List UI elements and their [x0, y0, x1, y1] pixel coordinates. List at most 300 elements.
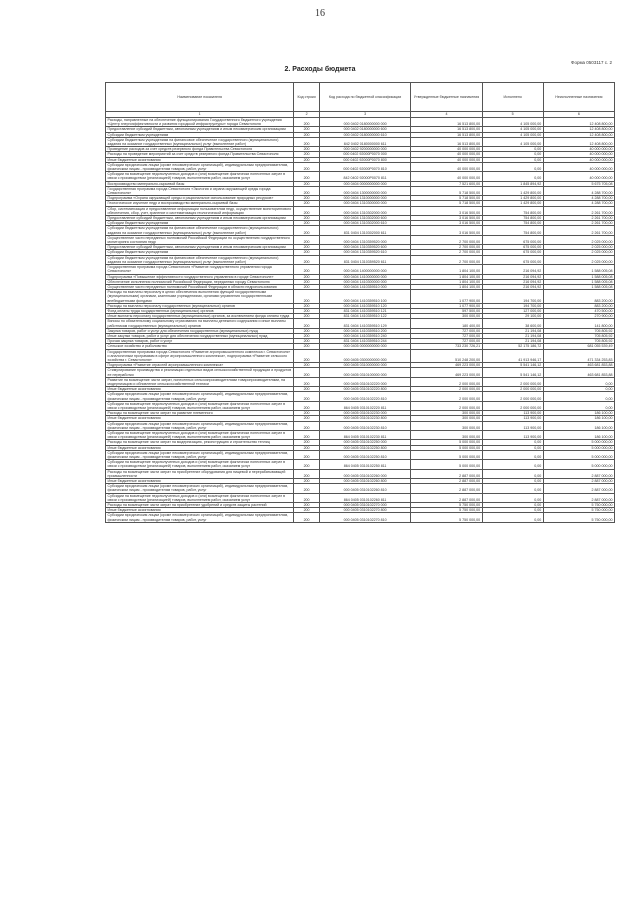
row-line-code: 200 — [294, 484, 319, 493]
row-unexecuted-amount: 4 288 700,00 — [543, 186, 614, 195]
row-approved-amount: 1 804 100,00 — [411, 279, 482, 284]
row-approved-amount: 2 000 000,00 — [411, 392, 482, 401]
row-line-code: 200 — [294, 290, 319, 304]
row-expense-code: 864 0405 0310102250 811 — [319, 460, 411, 469]
table-row — [106, 303, 615, 308]
table-row — [106, 440, 615, 445]
table-row — [106, 127, 615, 132]
row-unexecuted-amount: 186 100,00 — [543, 431, 614, 440]
row-approved-amount: 1 077 900,00 — [411, 303, 482, 308]
table-row — [106, 172, 615, 181]
row-approved-amount: 2 887 000,00 — [411, 484, 482, 493]
row-line-code: 200 — [294, 157, 319, 162]
header-approved-appropriations: Утвержденные бюджетные назначения — [411, 83, 482, 112]
table-row — [106, 368, 615, 377]
row-unexecuted-amount: 463 681 853,88 — [543, 368, 614, 377]
row-approved-amount: 5 000 000,00 — [411, 445, 482, 450]
row-unexecuted-amount: 1 588 005,08 — [543, 279, 614, 284]
row-line-code: 200 — [294, 513, 319, 522]
row-expense-code: 000 0404 1310359520 600 — [319, 245, 411, 250]
table-row — [106, 377, 615, 386]
table-row — [106, 284, 615, 289]
row-executed-amount: 194 700,00 — [482, 290, 543, 304]
row-line-code: 200 — [294, 226, 319, 235]
row-expense-code: 000 0404 1410359510 120 — [319, 303, 411, 308]
row-expense-code: 864 0405 0310102220 811 — [319, 401, 411, 410]
row-line-code: 200 — [294, 479, 319, 484]
row-unexecuted-amount: 270 900,00 — [543, 314, 614, 319]
row-approved-amount: 5 750 000,00 — [411, 513, 482, 522]
row-unexecuted-amount: 5 000 000,00 — [543, 450, 614, 459]
column-number: 3 — [319, 112, 411, 118]
row-approved-amount: 733 230 726,21 — [411, 344, 482, 349]
row-indicator-name: Субсидии на возмещение недополученных доходов и (или) возмещение фактически понесенных затрат в связи с производством (реализацией) товаров, выполнением работ, оказанием услуг — [106, 460, 294, 469]
row-executed-amount: 216 094,92 — [482, 265, 543, 274]
row-unexecuted-amount: 4 288 700,00 — [543, 201, 614, 206]
row-approved-amount: 1 804 100,00 — [411, 265, 482, 274]
header-line-code: Код строки — [294, 83, 319, 112]
table-row — [106, 484, 615, 493]
row-expense-code: 831 0404 1410359510 244 — [319, 339, 411, 344]
row-executed-amount: 5 541 146,12 — [482, 368, 543, 377]
table-row — [106, 181, 615, 186]
row-expense-code: 000 0405 0310102260 000 — [319, 469, 411, 478]
row-expense-code: 000 0404 1410359510 100 — [319, 290, 411, 304]
row-indicator-name: Субсидии юридическим лицам (кроме некоммерческих организаций), индивидуальным предпринимателям, физическим лицам - производителям товаров, работ, услуг — [106, 392, 294, 401]
row-indicator-name: Субсидии на возмещение недополученных доходов и (или) возмещение фактически понесенных затрат в связи с производством (реализацией) товаров, выполнением работ, оказанием услуг — [106, 172, 294, 181]
row-indicator-name: Воспроизводство минерально-сырьевой базы — [106, 181, 294, 186]
row-executed-amount: 675 000,00 — [482, 235, 543, 244]
row-unexecuted-amount: 5 675 705,08 — [543, 181, 614, 186]
row-indicator-name: Взносы по обязательному социальному страхованию на выплаты денежного содержания и иные выплаты работникам государственных (муниципальных) органов — [106, 319, 294, 328]
row-expense-code: 000 0402 0180000000 610 — [319, 132, 411, 137]
row-expense-code: 000 0404 1310302000 600 — [319, 216, 411, 221]
row-executed-amount: 0,00 — [482, 445, 543, 450]
header-executed: Исполнено — [482, 83, 543, 112]
row-expense-code: 000 0405 0310102250 800 — [319, 445, 411, 450]
row-unexecuted-amount: 471 334 253,83 — [543, 349, 614, 363]
table-row — [106, 513, 615, 522]
row-approved-amount: 727 000,00 — [411, 328, 482, 333]
row-approved-amount: 3 016 500,00 — [411, 226, 482, 235]
row-expense-code: 000 0405 0310102230 800 — [319, 416, 411, 421]
row-indicator-name: Субсидии юридическим лицам (кроме некоммерческих организаций), индивидуальным предпринимателям, физическим лицам - производителям товаров, работ, услуг — [106, 421, 294, 430]
row-approved-amount: 16 513 800,00 — [411, 132, 482, 137]
table-row — [106, 349, 615, 363]
row-approved-amount: 2 000 000,00 — [411, 377, 482, 386]
table-row — [106, 279, 615, 284]
table-row — [106, 137, 615, 146]
row-line-code: 200 — [294, 308, 319, 313]
row-expense-code: 000 0402 92000Р0070 000 — [319, 152, 411, 157]
table-row — [106, 401, 615, 410]
row-expense-code: 000 0402 92000Р0070 800 — [319, 157, 411, 162]
row-executed-amount: 1 429 800,00 — [482, 186, 543, 195]
table-row — [106, 265, 615, 274]
row-executed-amount: 21 194,08 — [482, 333, 543, 338]
row-unexecuted-amount: 40 000 000,00 — [543, 162, 614, 171]
row-line-code: 200 — [294, 147, 319, 152]
row-expense-code: 864 0405 0310102260 811 — [319, 493, 411, 502]
row-indicator-name: Субсидии на возмещение недополученных доходов и (или) возмещение фактически понесенных затрат в связи с производством (реализацией) товаров, выполнением работ, оказанием услуг — [106, 431, 294, 440]
row-executed-amount: 0,00 — [482, 440, 543, 445]
row-expense-code: 831 0404 1310359520 611 — [319, 255, 411, 264]
row-expense-code: 000 0405 0310102250 000 — [319, 440, 411, 445]
row-executed-amount: 216 094,92 — [482, 279, 543, 284]
row-unexecuted-amount: 5 750 000,00 — [543, 508, 614, 513]
row-executed-amount: 675 000,00 — [482, 255, 543, 264]
row-indicator-name: Развитие на возмещение части затрат, понесенных сельхозпроизводителями товаропроизводителями, на модернизацию и обновление сельскохозяйственной техники — [106, 377, 294, 386]
row-approved-amount: 5 718 500,00 — [411, 196, 482, 201]
row-approved-amount: 16 513 800,00 — [411, 137, 482, 146]
row-line-code: 200 — [294, 303, 319, 308]
form-reference: Форма 0503117 с. 2 — [571, 60, 612, 65]
row-expense-code: 000 0404 1300000000 000 — [319, 186, 411, 195]
row-approved-amount: 5 750 000,00 — [411, 508, 482, 513]
row-approved-amount: 2 700 000,00 — [411, 245, 482, 250]
row-unexecuted-amount: 2 025 000,00 — [543, 255, 614, 264]
row-expense-code: 000 0405 0310000000 000 — [319, 363, 411, 368]
row-executed-amount: 1 429 800,00 — [482, 201, 543, 206]
row-executed-amount: 0,00 — [482, 162, 543, 171]
row-line-code: 200 — [294, 387, 319, 392]
row-expense-code: 000 0402 0180000000 000 — [319, 118, 411, 127]
row-expense-code: 831 0404 1410359510 121 — [319, 308, 411, 313]
row-line-code: 200 — [294, 319, 319, 328]
row-indicator-name: Предоставление субсидий бюджетным, автономным учреждениям и иным некоммерческим организациям — [106, 216, 294, 221]
row-line-code: 200 — [294, 265, 319, 274]
row-expense-code: 000 0402 9200000000 000 — [319, 147, 411, 152]
row-expense-code: 000 0404 1410359510 000 — [319, 284, 411, 289]
row-approved-amount: 40 000 000,00 — [411, 147, 482, 152]
table-row — [106, 308, 615, 313]
row-executed-amount: 113 900,00 — [482, 411, 543, 416]
table-row — [106, 314, 615, 319]
row-indicator-name: Субсидии юридическим лицам (кроме некоммерческих организаций), индивидуальным предпринимателям, физическим лицам - производителям товаров, работ, услуг — [106, 162, 294, 171]
row-expense-code: 000 0405 0310102270 000 — [319, 503, 411, 508]
row-unexecuted-amount: 4 288 700,00 — [543, 196, 614, 201]
row-indicator-name: Иные бюджетные ассигнования — [106, 157, 294, 162]
row-approved-amount: 3 016 500,00 — [411, 216, 482, 221]
row-approved-amount: 5 000 000,00 — [411, 450, 482, 459]
row-line-code: 200 — [294, 450, 319, 459]
row-approved-amount: 300 000,00 — [411, 411, 482, 416]
row-executed-amount: 754 800,00 — [482, 216, 543, 221]
row-executed-amount: 4 105 000,00 — [482, 137, 543, 146]
row-indicator-name: Государственная программа города Севастополя «Развитие агропромышленного комплекса г. Севастополя» и аналогичным программам в сфере агропромышленного комплекса», подпрограмма «Развитие сельского хозяйства г. Севастополя» — [106, 349, 294, 363]
row-unexecuted-amount: 1 588 005,08 — [543, 265, 614, 274]
table-row — [106, 431, 615, 440]
row-executed-amount: 113 900,00 — [482, 421, 543, 430]
row-expense-code: 000 0405 0310102220 000 — [319, 377, 411, 386]
row-indicator-name: Стимулирование производства и реализации отдельных видов сельскохозяйственной продукции и продуктов ее переработки — [106, 368, 294, 377]
row-line-code: 200 — [294, 274, 319, 279]
row-line-code: 200 — [294, 235, 319, 244]
row-line-code: 200 — [294, 349, 319, 363]
row-indicator-name: Иные бюджетные ассигнования — [106, 416, 294, 421]
row-expense-code: 000 0405 0000000000 000 — [319, 344, 411, 349]
row-executed-amount: 0,00 — [482, 460, 543, 469]
row-line-code: 200 — [294, 416, 319, 421]
row-line-code: 200 — [294, 216, 319, 221]
row-approved-amount: 3 016 500,00 — [411, 206, 482, 215]
row-indicator-name: Предоставление субсидий бюджетным, автономным учреждениям и иным некоммерческим организациям — [106, 245, 294, 250]
row-line-code: 200 — [294, 377, 319, 386]
table-header-row — [106, 83, 615, 112]
row-indicator-name: Расходы на возмещение части затрат на модернизацию, реконструкцию и строительство теплиц — [106, 440, 294, 445]
row-approved-amount: 2 887 000,00 — [411, 469, 482, 478]
row-line-code: 200 — [294, 421, 319, 430]
row-unexecuted-amount: 141 800,00 — [543, 319, 614, 328]
row-executed-amount: 675 000,00 — [482, 245, 543, 250]
row-line-code: 200 — [294, 401, 319, 410]
row-unexecuted-amount: 2 261 700,00 — [543, 226, 614, 235]
row-indicator-name: Субсидии бюджетным учреждениям на финансовое обеспечение государственного (муниципального) задания на оказание государственных (муниципальных) услуг (выполнение работ) — [106, 137, 294, 146]
row-line-code: 200 — [294, 508, 319, 513]
row-unexecuted-amount: 705 805,92 — [543, 328, 614, 333]
row-unexecuted-amount: 5 750 000,00 — [543, 503, 614, 508]
row-indicator-name: Подпрограмма «Охрана окружающей среды и рациональное использование природных ресурсов» — [106, 196, 294, 201]
row-executed-amount: 1 429 800,00 — [482, 196, 543, 201]
row-approved-amount: 180 400,00 — [411, 319, 482, 328]
row-unexecuted-amount: 883 200,00 — [543, 290, 614, 304]
row-executed-amount: 0,00 — [482, 493, 543, 502]
row-line-code: 200 — [294, 206, 319, 215]
table-row — [106, 328, 615, 333]
row-line-code: 200 — [294, 344, 319, 349]
row-indicator-name: Расходы на выплаты персоналу в целях обеспечения выполнения функций государственными (муниципальными) органами, казенными учреждениями, органами управления государственными внебюджетными фондами — [106, 290, 294, 304]
row-approved-amount: 727 000,00 — [411, 333, 482, 338]
row-executed-amount: 0,00 — [482, 513, 543, 522]
row-unexecuted-amount: 5 000 000,00 — [543, 445, 614, 450]
row-line-code: 200 — [294, 363, 319, 368]
row-approved-amount: 727 000,00 — [411, 339, 482, 344]
row-unexecuted-amount: 2 261 700,00 — [543, 216, 614, 221]
row-unexecuted-amount: 12 408 800,00 — [543, 118, 614, 127]
row-expense-code: 000 0404 1310302000 000 — [319, 206, 411, 215]
row-unexecuted-amount: 1 588 005,08 — [543, 284, 614, 289]
table-row — [106, 235, 615, 244]
row-expense-code: 000 0405 0310102260 800 — [319, 479, 411, 484]
table-row — [106, 245, 615, 250]
row-line-code: 200 — [294, 250, 319, 255]
row-executed-amount: 0,00 — [482, 484, 543, 493]
row-executed-amount: 0,00 — [482, 479, 543, 484]
row-approved-amount: 40 000 000,00 — [411, 172, 482, 181]
table-row — [106, 421, 615, 430]
row-indicator-name: Расходы на проведение мероприятий за счет средств резервного фонда Правительства Севастополя — [106, 152, 294, 157]
row-indicator-name: Иные бюджетные ассигнования — [106, 508, 294, 513]
row-executed-amount: 2 000 000,00 — [482, 401, 543, 410]
row-indicator-name: Осуществление части переданных полномочий Российской Федерации в области недропользования — [106, 284, 294, 289]
row-indicator-name: Субсидии бюджетным учреждениям на финансовое обеспечение государственного (муниципального) задания на оказание государственных (муниципальных) услуг (выполнение работ) — [106, 226, 294, 235]
row-unexecuted-amount: 0,00 — [543, 377, 614, 386]
row-indicator-name: Подпрограмма «Развитие отраслей агропромышленного комплекса» — [106, 363, 294, 368]
row-line-code: 200 — [294, 279, 319, 284]
row-line-code: 200 — [294, 440, 319, 445]
header-unexecuted: Неисполненные назначения — [543, 83, 614, 112]
row-line-code: 200 — [294, 503, 319, 508]
table-row — [106, 290, 615, 304]
row-unexecuted-amount: 0,00 — [543, 401, 614, 410]
row-executed-amount: 1 845 894,92 — [482, 181, 543, 186]
row-indicator-name: Расходы, направленные на обеспечение функционирования Государственного бюджетного учреждения «Центр энергоэффективности и развития городской инфраструктуры» города Севастополя — [106, 118, 294, 127]
table-row — [106, 503, 615, 508]
row-expense-code: 000 0405 0300000000 000 — [319, 349, 411, 363]
row-approved-amount: 1 804 100,00 — [411, 284, 482, 289]
row-expense-code: 000 0404 1410359510 240 — [319, 333, 411, 338]
row-executed-amount: 0,00 — [482, 503, 543, 508]
row-expense-code: 000 0404 1310302000 610 — [319, 221, 411, 226]
row-approved-amount: 597 500,00 — [411, 308, 482, 313]
row-approved-amount: 300 000,00 — [411, 431, 482, 440]
row-approved-amount: 40 000 000,00 — [411, 162, 482, 171]
row-line-code: 200 — [294, 368, 319, 377]
row-approved-amount: 300 000,00 — [411, 416, 482, 421]
row-indicator-name: Иные бюджетные ассигнования — [106, 445, 294, 450]
row-unexecuted-amount: 40 000 000,00 — [543, 152, 614, 157]
table-row — [106, 201, 615, 206]
header-indicator-name: Наименование показателя — [106, 83, 294, 112]
row-approved-amount: 5 718 500,00 — [411, 201, 482, 206]
row-line-code: 200 — [294, 255, 319, 264]
row-indicator-name: Субсидии на возмещение недополученных доходов и (или) возмещение фактически понесенных затрат в связи с производством (реализацией) товаров, выполнением работ, оказанием услуг — [106, 493, 294, 502]
row-expense-code: 000 0404 1310359520 610 — [319, 250, 411, 255]
row-unexecuted-amount: 40 000 000,00 — [543, 157, 614, 162]
table-row — [106, 118, 615, 127]
row-approved-amount: 2 700 000,00 — [411, 255, 482, 264]
row-indicator-name: Иные бюджетные ассигнования — [106, 387, 294, 392]
table-row — [106, 460, 615, 469]
row-indicator-name: Иные выплаты персоналу государственных (муниципальных) органов, за исключением фонда оплаты труда — [106, 314, 294, 319]
row-expense-code: 000 0404 1310359520 000 — [319, 235, 411, 244]
column-number: 1 — [106, 112, 294, 118]
row-line-code: 200 — [294, 314, 319, 319]
table-row — [106, 152, 615, 157]
row-expense-code: 000 0402 0180000000 600 — [319, 127, 411, 132]
row-indicator-name: Субсидии бюджетным учреждениям на финансовое обеспечение государственного (муниципального) задания на оказание государственных (муниципальных) услуг (выполнение работ) — [106, 255, 294, 264]
row-unexecuted-amount: 2 261 700,00 — [543, 206, 614, 215]
row-line-code: 200 — [294, 469, 319, 478]
row-line-code: 200 — [294, 392, 319, 401]
row-indicator-name: Проведение расходов за счет средств резервного фонда Правительства Севастополя — [106, 147, 294, 152]
row-line-code: 200 — [294, 181, 319, 186]
row-indicator-name: Расходы на возмещение части затрат на приобретение удобрений и средств защиты растений — [106, 503, 294, 508]
row-unexecuted-amount: 0,00 — [543, 392, 614, 401]
row-expense-code: 000 0405 0310102220 810 — [319, 392, 411, 401]
table-row — [106, 206, 615, 215]
row-indicator-name: Иные бюджетные ассигнования — [106, 479, 294, 484]
row-unexecuted-amount: 705 805,92 — [543, 339, 614, 344]
section-title: 2. Расходы бюджета — [284, 66, 356, 73]
row-expense-code: 000 0404 1410000000 000 — [319, 274, 411, 279]
table-row — [106, 162, 615, 171]
row-executed-amount: 2 000 000,00 — [482, 392, 543, 401]
row-line-code: 200 — [294, 137, 319, 146]
row-expense-code: 831 0404 1310302000 611 — [319, 226, 411, 235]
row-expense-code: 000 0402 92000Р0070 810 — [319, 162, 411, 171]
table-row — [106, 216, 615, 221]
row-unexecuted-amount: 12 408 800,00 — [543, 127, 614, 132]
row-indicator-name: Субсидии юридическим лицам (кроме некоммерческих организаций), индивидуальным предпринимателям, физическим лицам - производителям товаров, работ, услуг — [106, 513, 294, 522]
row-expense-code: 000 0404 1410359510 200 — [319, 328, 411, 333]
row-line-code: 200 — [294, 221, 319, 226]
column-number: 6 — [543, 112, 614, 118]
row-executed-amount: 0,00 — [482, 147, 543, 152]
row-executed-amount: 41 913 946,17 — [482, 349, 543, 363]
column-number: 4 — [411, 112, 482, 118]
row-indicator-name: Расходы на возмещение части затрат на развитие племенного — [106, 411, 294, 416]
table-row — [106, 186, 615, 195]
row-executed-amount: 29 100,00 — [482, 314, 543, 319]
row-line-code: 200 — [294, 431, 319, 440]
column-number: 2 — [294, 112, 319, 118]
table-row — [106, 319, 615, 328]
row-executed-amount: 0,00 — [482, 152, 543, 157]
row-indicator-name: Прочая закупка товаров, работ и услуг — [106, 339, 294, 344]
row-approved-amount: 16 513 800,00 — [411, 118, 482, 127]
row-unexecuted-amount: 40 000 000,00 — [543, 172, 614, 181]
row-expense-code: 831 0404 1410359510 122 — [319, 314, 411, 319]
table-row — [106, 333, 615, 338]
row-approved-amount: 16 513 800,00 — [411, 127, 482, 132]
row-unexecuted-amount: 705 805,92 — [543, 333, 614, 338]
row-indicator-name: Расходы на возмещение части затрат на приобретение оборудования для пищевой и перерабатывающей промышленности — [106, 469, 294, 478]
row-executed-amount: 5 541 146,12 — [482, 363, 543, 368]
row-line-code: 200 — [294, 186, 319, 195]
table-row — [106, 363, 615, 368]
row-executed-amount: 113 900,00 — [482, 431, 543, 440]
row-unexecuted-amount: 2 025 000,00 — [543, 250, 614, 255]
row-expense-code: 000 0404 1310000000 000 — [319, 196, 411, 201]
row-approved-amount: 469 223 000,00 — [411, 363, 482, 368]
row-line-code: 200 — [294, 118, 319, 127]
row-indicator-name: Субсидии юридическим лицам (кроме некоммерческих организаций), индивидуальным предпринимателям, физическим лицам - производителям товаров, работ, услуг — [106, 450, 294, 459]
table-row — [106, 274, 615, 279]
table-row — [106, 469, 615, 478]
row-approved-amount: 469 223 000,00 — [411, 368, 482, 377]
row-executed-amount: 4 105 000,00 — [482, 132, 543, 137]
header-expense-code: Код расхода по бюджетной классификации — [319, 83, 411, 112]
row-unexecuted-amount: 2 025 000,00 — [543, 235, 614, 244]
row-executed-amount: 754 800,00 — [482, 206, 543, 215]
row-approved-amount: 2 887 000,00 — [411, 493, 482, 502]
row-indicator-name: Государственная программа города Севастополя «Развитие государственного управления города Севастополя» — [106, 265, 294, 274]
row-approved-amount: 300 000,00 — [411, 421, 482, 430]
row-approved-amount: 5 718 500,00 — [411, 186, 482, 195]
row-expense-code: 000 0404 1410300000 000 — [319, 279, 411, 284]
row-indicator-name: Фонд оплаты труда государственных (муниципальных) органов — [106, 308, 294, 313]
row-unexecuted-amount: 186 100,00 — [543, 421, 614, 430]
row-expense-code: 000 0405 0310102220 800 — [319, 387, 411, 392]
row-unexecuted-amount: 463 681 853,88 — [543, 363, 614, 368]
row-line-code: 200 — [294, 201, 319, 206]
row-executed-amount: 52 175 186,72 — [482, 344, 543, 349]
table-row — [106, 493, 615, 502]
row-expense-code: 000 0405 0310102230 810 — [319, 421, 411, 430]
row-expense-code: 842 0402 0180000000 611 — [319, 137, 411, 146]
row-approved-amount: 300 000,00 — [411, 314, 482, 319]
row-executed-amount: 38 600,00 — [482, 319, 543, 328]
row-expense-code: 864 0405 0310102230 811 — [319, 431, 411, 440]
row-line-code: 200 — [294, 162, 319, 171]
row-executed-amount: 216 094,92 — [482, 274, 543, 279]
row-unexecuted-amount: 5 750 000,00 — [543, 513, 614, 522]
row-executed-amount: 0,00 — [482, 450, 543, 459]
row-executed-amount: 754 800,00 — [482, 226, 543, 235]
row-expense-code: 842 0402 92000Р0070 811 — [319, 172, 411, 181]
row-expense-code: 000 0405 0310102270 810 — [319, 513, 411, 522]
